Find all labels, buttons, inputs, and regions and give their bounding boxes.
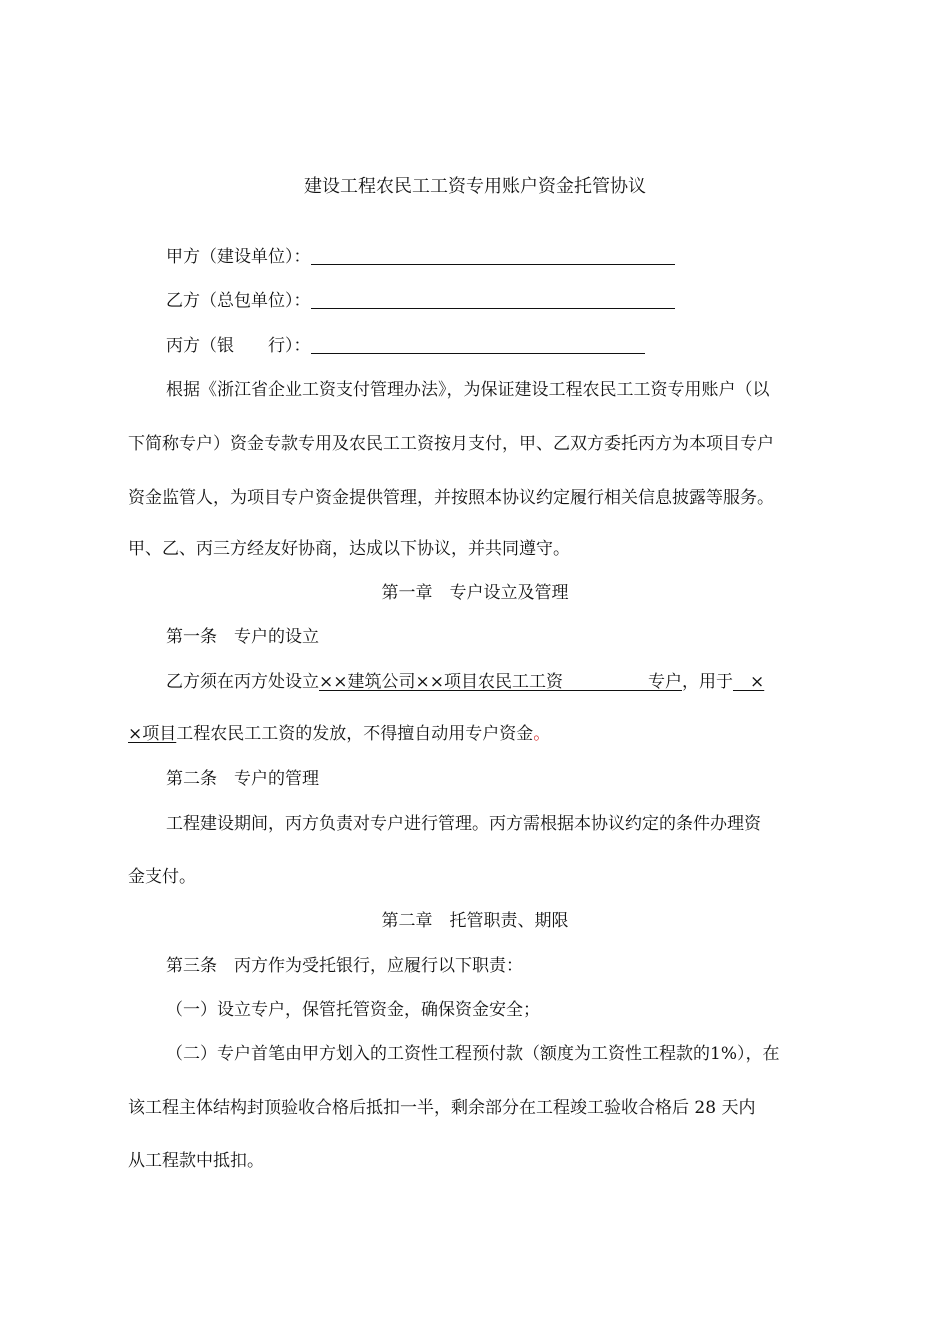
chapter-2-title: 第二章 托管职责、期限 xyxy=(381,911,569,931)
article-3-item-2-line-2: 该工程主体结构封顶验收合格后抵扣一半，剩余部分在工程竣工验收合格后 28 天内 xyxy=(128,1098,756,1118)
article-1-text-b: ，用于 xyxy=(681,672,733,692)
party-b-row xyxy=(166,290,876,312)
project-name-field-start: × xyxy=(732,672,765,692)
party-a-label: 甲方（建设单位）： xyxy=(166,247,311,267)
party-c-blank xyxy=(311,335,645,354)
article-3-title: 第三条 丙方作为受托银行，应履行以下职责： xyxy=(166,956,523,976)
intro-line-3: 资金监管人，为项目专户资金提供管理，并按照本协议约定履行相关信息披露等服务。 xyxy=(128,488,774,508)
intro-line-1: 根据《浙江省企业工资支付管理办法》，为保证建设工程农民工工资专用账户（以 xyxy=(166,380,770,400)
party-c-label: 丙方（银 行）： xyxy=(166,336,311,356)
intro-line-2: 下简称专户）资金专款专用及农民工工资按月支付，甲、乙双方委托丙方为本项目专户 xyxy=(128,434,774,454)
article-3-item-2-line-1: （二）专户首笔由甲方划入的工资性工程预付款（额度为工资性工程款的1%），在 xyxy=(166,1044,780,1064)
article-1-text-c: 工程农民工工资的发放，不得擅自动用专户资金 xyxy=(176,724,534,744)
project-name-field-end: ×项目 xyxy=(128,724,177,744)
article-3-item-1: （一）设立专户，保管托管资金，确保资金安全； xyxy=(166,1000,540,1020)
article-2-line-2: 金支付。 xyxy=(128,867,196,887)
article-1-title: 第一条 专户的设立 xyxy=(166,627,319,647)
party-b-label: 乙方（总包单位）： xyxy=(166,291,311,311)
party-b-blank xyxy=(311,290,675,309)
party-c-row xyxy=(166,335,876,357)
article-3-item-2-line-3: 从工程款中抵扣。 xyxy=(128,1151,264,1171)
article-1-period: 。 xyxy=(533,724,551,744)
party-a-blank xyxy=(311,246,675,265)
article-2-title: 第二条 专户的管理 xyxy=(166,769,319,789)
intro-line-4: 甲、乙、丙三方经友好协商，达成以下协议，并共同遵守。 xyxy=(128,539,570,559)
article-1-line-1 xyxy=(166,671,876,693)
article-2-line-1: 工程建设期间，丙方负责对专户进行管理。丙方需根据本协议约定的条件办理资 xyxy=(166,814,761,834)
article-1-line-2 xyxy=(128,723,838,745)
article-1-text-a: 乙方须在丙方处设立 xyxy=(166,672,319,692)
chapter-1-title: 第一章 专户设立及管理 xyxy=(381,583,569,603)
party-a-row xyxy=(166,246,876,268)
account-name-field: ××建筑公司××项目农民工工资 专户 xyxy=(319,672,682,692)
document-title: 建设工程农民工工资专用账户资金托管协议 xyxy=(304,176,646,197)
